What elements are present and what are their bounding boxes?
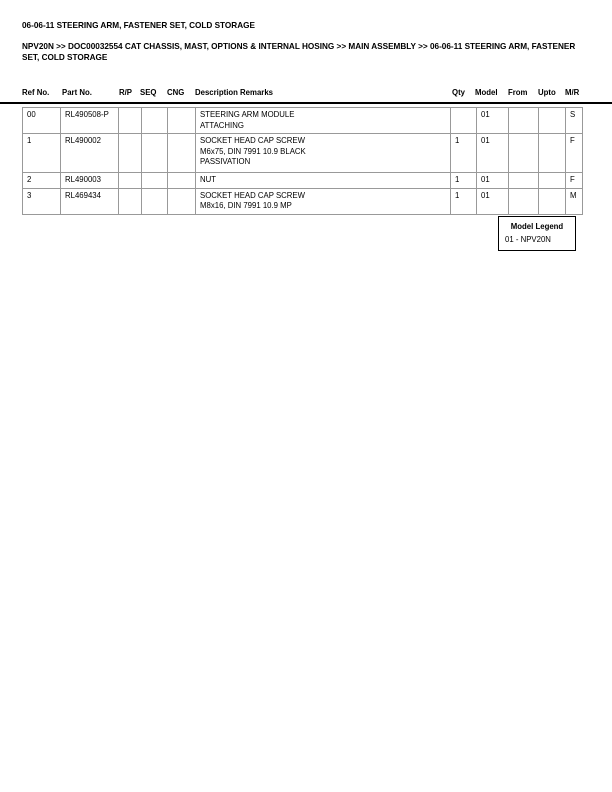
cell-cng (168, 188, 196, 214)
cell-from (509, 173, 539, 189)
desc-line: M8x16, DIN 7991 10.9 MP (200, 201, 292, 210)
desc-line: STEERING ARM MODULE (200, 110, 295, 119)
cell-ref: 00 (23, 108, 61, 134)
cell-ref: 1 (23, 134, 61, 173)
cell-model: 01 (477, 173, 509, 189)
page-title: 06-06-11 STEERING ARM, FASTENER SET, COLD STORAGE (22, 21, 255, 30)
desc-line: SOCKET HEAD CAP SCREW (200, 136, 305, 145)
cell-ref: 3 (23, 188, 61, 214)
cell-cng (168, 173, 196, 189)
cell-qty: 1 (451, 188, 477, 214)
cell-from (509, 188, 539, 214)
cell-mr: M (566, 188, 583, 214)
col-model: Model (475, 88, 498, 97)
cell-qty: 1 (451, 134, 477, 173)
table-row (23, 173, 583, 189)
breadcrumb: NPV20N >> DOC00032554 CAT CHASSIS, MAST, OPTIONS & INTERNAL HOSING >> MAIN ASSEMBLY >> 06-06-11 STEERING ARM, FASTENER SET, COLD STORAGE (22, 42, 576, 62)
cell-upto (539, 134, 566, 173)
table-row (23, 188, 583, 214)
desc-line: NUT (200, 175, 217, 184)
legend-entry: 01 - NPV20N (505, 235, 551, 244)
cell-mr: F (566, 134, 583, 173)
cell-model: 01 (477, 188, 509, 214)
cell-mr: F (566, 173, 583, 189)
cell-mr: S (566, 108, 583, 134)
cell-upto (539, 188, 566, 214)
cell-seq (142, 173, 168, 189)
cell-model: 01 (477, 108, 509, 134)
model-legend (498, 216, 576, 251)
cell-part: RL490002 (61, 134, 119, 173)
desc-line: M6x75, DIN 7991 10.9 BLACK (200, 146, 306, 156)
cell-rp (119, 134, 142, 173)
col-from: From (508, 88, 528, 97)
parts-table (22, 107, 583, 215)
cell-qty (451, 108, 477, 134)
cell-seq (142, 188, 168, 214)
cell-rp (119, 173, 142, 189)
cell-upto (539, 108, 566, 134)
cell-seq (142, 134, 168, 173)
col-part: Part No. (62, 88, 92, 97)
cell-from (509, 108, 539, 134)
col-mr: M/R (565, 88, 580, 97)
cell-qty: 1 (451, 173, 477, 189)
table-row (23, 108, 583, 134)
cell-desc (196, 108, 451, 134)
header-divider (0, 102, 612, 104)
cell-part: RL490003 (61, 173, 119, 189)
col-upto: Upto (538, 88, 556, 97)
cell-upto (539, 173, 566, 189)
cell-part: RL469434 (61, 188, 119, 214)
desc-line: ATTACHING (200, 120, 244, 130)
cell-rp (119, 188, 142, 214)
cell-seq (142, 108, 168, 134)
cell-desc (196, 188, 451, 214)
cell-cng (168, 134, 196, 173)
desc-line: PASSIVATION (200, 157, 251, 166)
col-ref: Ref No. (22, 88, 50, 97)
cell-cng (168, 108, 196, 134)
cell-ref: 2 (23, 173, 61, 189)
desc-line: SOCKET HEAD CAP SCREW (200, 190, 305, 200)
col-cng: CNG (167, 88, 185, 97)
col-desc: Description Remarks (195, 88, 273, 97)
table-row (23, 134, 583, 173)
col-qty: Qty (452, 88, 465, 97)
legend-title: Model Legend (510, 222, 564, 231)
cell-part: RL490508-P (61, 108, 119, 134)
cell-desc (196, 173, 451, 189)
col-seq: SEQ (140, 88, 157, 97)
cell-desc (196, 134, 451, 173)
cell-model: 01 (477, 134, 509, 173)
cell-from (509, 134, 539, 173)
cell-rp (119, 108, 142, 134)
col-rp: R/P (119, 88, 132, 97)
